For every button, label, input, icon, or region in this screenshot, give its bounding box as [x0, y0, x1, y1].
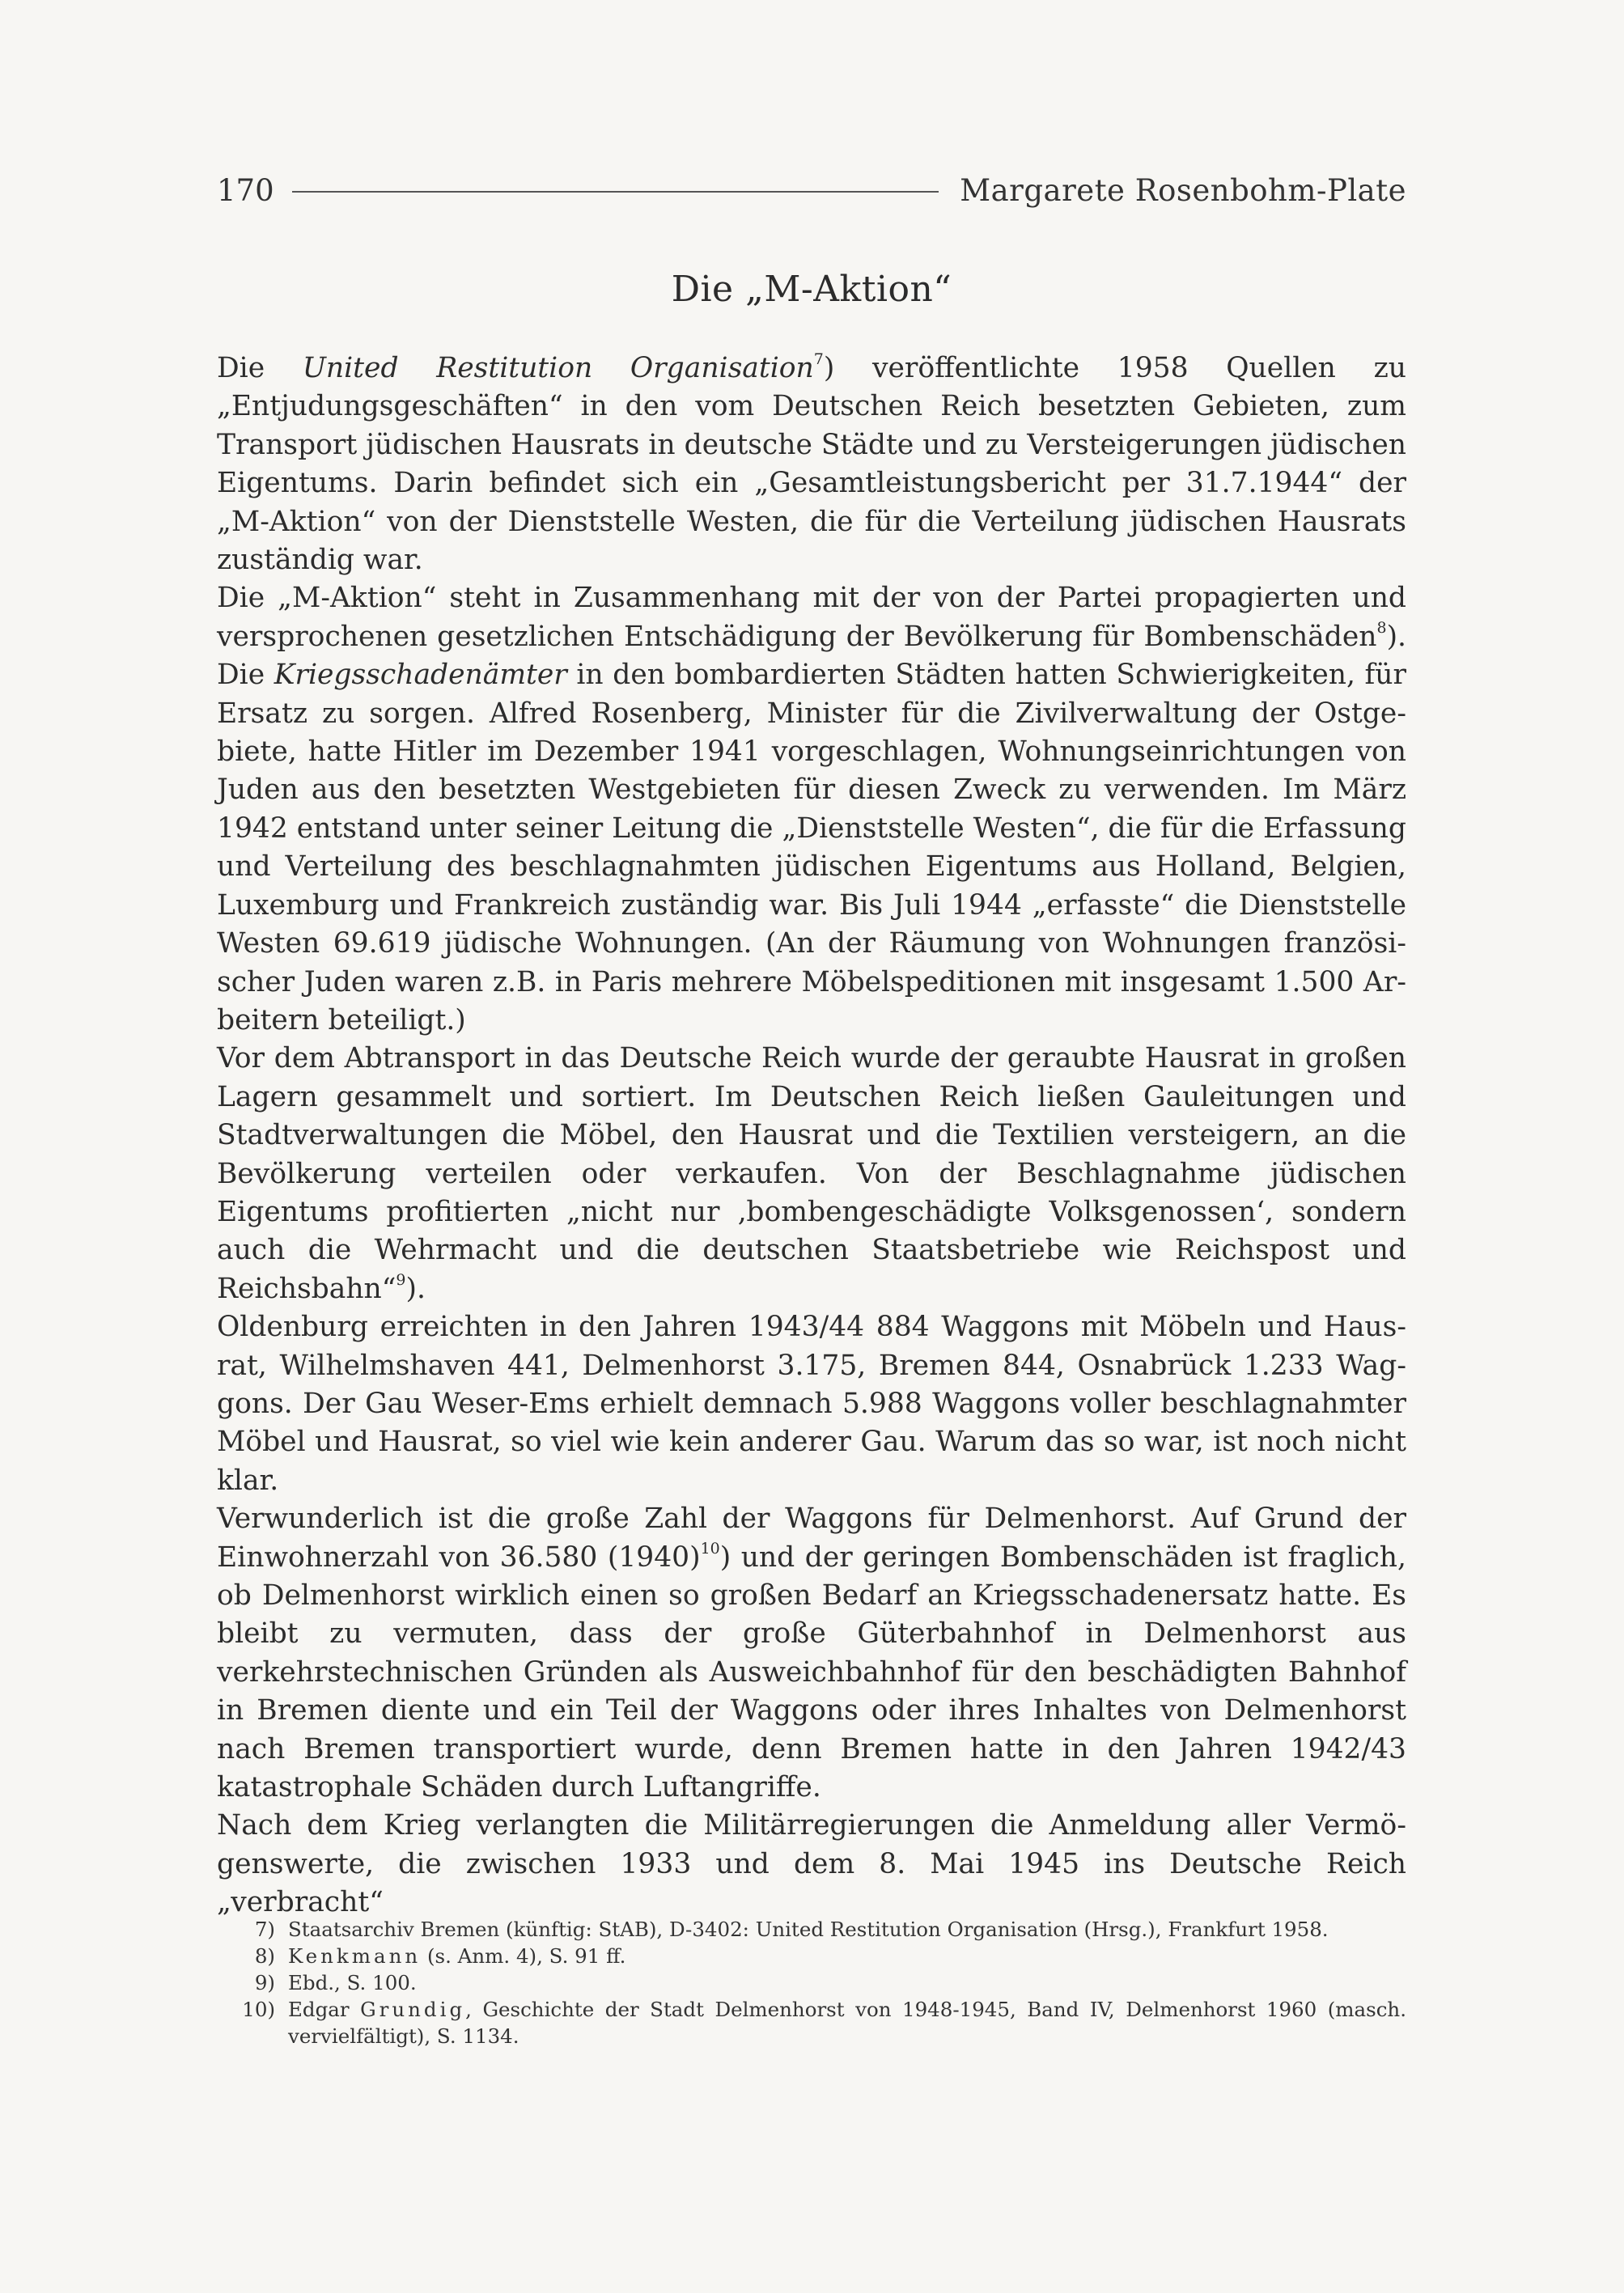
section-title: Die „M-Aktion“: [671, 269, 952, 310]
footnote: [228, 1996, 1406, 2049]
text-run: Vor dem Abtransport in das Deutsche Reich wurde der geraubte Hausrat in großen Lagern gesammelt und sortiert. Im Deutschen Reich ließen Gauleitungen und Stadtverwaltungen die Möbel, den Hausrat und die Textilien versteigern, an die Bevölkerung verteilen oder verkaufen. Von der Beschlagnahme jüdischen Eigentums profitierten „nicht nur ‚bombengeschädigte Volksgenossen‘, sondern auch die Wehrmacht und die deutschen Staatsbetriebe wie Reichspost und Reichsbahn“: [217, 1042, 1406, 1305]
footnote-author: Kenkmann: [288, 1944, 422, 1968]
footnote-text: [288, 1996, 1406, 2049]
paragraph: [217, 579, 1406, 1040]
text-run: Die „M-Aktion“ steht in Zusammenhang mit der von der Partei propagierten und versprochenen gesetzlichen Entschädigung der Bevölkerung für Bombenschäden: [217, 582, 1406, 653]
italic-term: Kriegsschadenämter: [273, 659, 567, 692]
footnote-number: 8): [254, 1944, 275, 1968]
footnote-ref[interactable]: 10: [700, 1539, 720, 1558]
footnote-text: [288, 1943, 1406, 1969]
footnote-ref[interactable]: 8: [1376, 618, 1387, 637]
text-run: ). Die: [217, 620, 1406, 692]
footnote: [228, 1916, 1406, 1943]
text-run: in den bombardierten Städten hatten Schwierigkeiten, für Ersatz zu sorgen. Alfred Rosenberg, Minister für die Zivilverwaltung der Ostgebiete, hatte Hitler im Dezember 1941 vorgeschlagen, Wohnungseinrichtungen von Juden aus den besetzten Westgebieten für diesen Zweck zu verwenden. Im März 1942 entstand unter seiner Leitung die „Dienststelle Westen“, die für die Erfassung und Verteilung des beschlagnahmten jüdischen Eigentums aus Holland, Belgien, Luxemburg und Frankreich zuständig war. Bis Juli 1944 „erfasste“ die Dienststelle Westen 69.619 jüdische Wohnungen. (An der Räumung von Wohnungen französischer Juden waren z.B. in Paris mehrere Möbelspeditionen mit insgesamt 1.500 Arbeitern beteiligt.): [217, 659, 1406, 1036]
text-run: ) veröffentlichte 1958 Quellen zu „Entjudungsgeschäften“ in den vom Deutschen Reich besetzten Gebieten, zum Transport jüdischen Hausrats in deutsche Städte und zu Versteigerungen jüdischen Eigentums. Darin befindet sich ein „Gesamtleistungsbericht per 31.7.1944“ der „M-Aktion“ von der Dienststelle Westen, die für die Verteilung jüdischen Hausrats zuständig war.: [217, 352, 1407, 577]
text-run: Verwunderlich ist die große Zahl der Waggons für Delmenhorst. Auf Grund der Einwohnerzahl von 36.580 (1940): [217, 1503, 1406, 1574]
paragraph: [217, 1308, 1406, 1500]
footnote-body: , Geschichte der Stadt Delmenhorst von 1948-1945, Band IV, Delmenhorst 1960 (masch. vervielfältigt), S. 1134.: [288, 1998, 1407, 2048]
footnote-prefix: Edgar: [288, 1998, 361, 2021]
text-run: Nach dem Krieg verlangten die Militärregierungen die Anmeldung aller Vermögenswerte, die zwischen 1933 und dem 8. Mai 1945 ins Deutsche Reich „verbracht“: [217, 1809, 1406, 1919]
footnote-text: [288, 1916, 1406, 1943]
footnote-body: Ebd., S. 100.: [288, 1971, 417, 1994]
footnote-text: [288, 1969, 1406, 1996]
page-number: 170: [217, 172, 274, 208]
footnote: [228, 1943, 1406, 1969]
text-run: Die: [217, 352, 303, 384]
running-author: Margarete Rosenbohm-Plate: [960, 172, 1406, 208]
paragraph: [217, 350, 1406, 579]
text-run: Oldenburg erreichten in den Jahren 1943/44 884 Waggons mit Möbeln und Hausrat, Wilhelmshaven 441, Delmenhorst 3.175, Bremen 844, Osnabrück 1.233 Waggons. Der Gau Weser-Ems erhielt demnach 5.988 Waggons voller beschlagnahmter Möbel und Hausrat, so viel wie kein anderer Gau. Warum das so war, ist noch nicht klar.: [217, 1311, 1406, 1497]
footnote-number: 9): [254, 1971, 275, 1994]
header-rule: [292, 191, 939, 193]
italic-title: United Restitution Organisation: [302, 352, 814, 384]
paragraph: [217, 1500, 1406, 1807]
body-text: [217, 350, 1406, 1922]
footnote-number: 10): [242, 1998, 275, 2021]
footnote-number: 7): [254, 1918, 275, 1941]
footnote: [228, 1969, 1406, 1996]
paragraph: [217, 1807, 1406, 1922]
footnotes: [228, 1916, 1406, 2049]
footnote-body: Staatsarchiv Bremen (künftig: StAB), D-3402: United Restitution Organisation (Hrsg.), Frankfurt 1958.: [288, 1918, 1329, 1941]
footnote-ref[interactable]: 7: [813, 350, 824, 368]
footnote-body: (s. Anm. 4), S. 91 ff.: [421, 1944, 626, 1968]
page-header: [217, 166, 1406, 214]
text-run: ).: [405, 1272, 426, 1305]
footnote-ref[interactable]: 9: [396, 1270, 406, 1289]
paragraph: [217, 1040, 1406, 1308]
footnote-author: Grundig: [360, 1998, 466, 2021]
text-run: ) und der geringen Bombenschäden ist fraglich, ob Delmenhorst wirklich einen so großen Bedarf an Kriegsschadenersatz hatte. Es bleibt zu vermuten, dass der große Güterbahnhof in Delmenhorst aus verkehrstechnischen Gründen als Ausweichbahnhof für den beschädigten Bahnhof in Bremen diente und ein Teil der Waggons oder ihres Inhaltes von Delmenhorst nach Bremen transportiert wurde, denn Bremen hatte in den Jahren 1942/43 katastrophale Schäden durch Luftangriffe.: [217, 1541, 1406, 1804]
